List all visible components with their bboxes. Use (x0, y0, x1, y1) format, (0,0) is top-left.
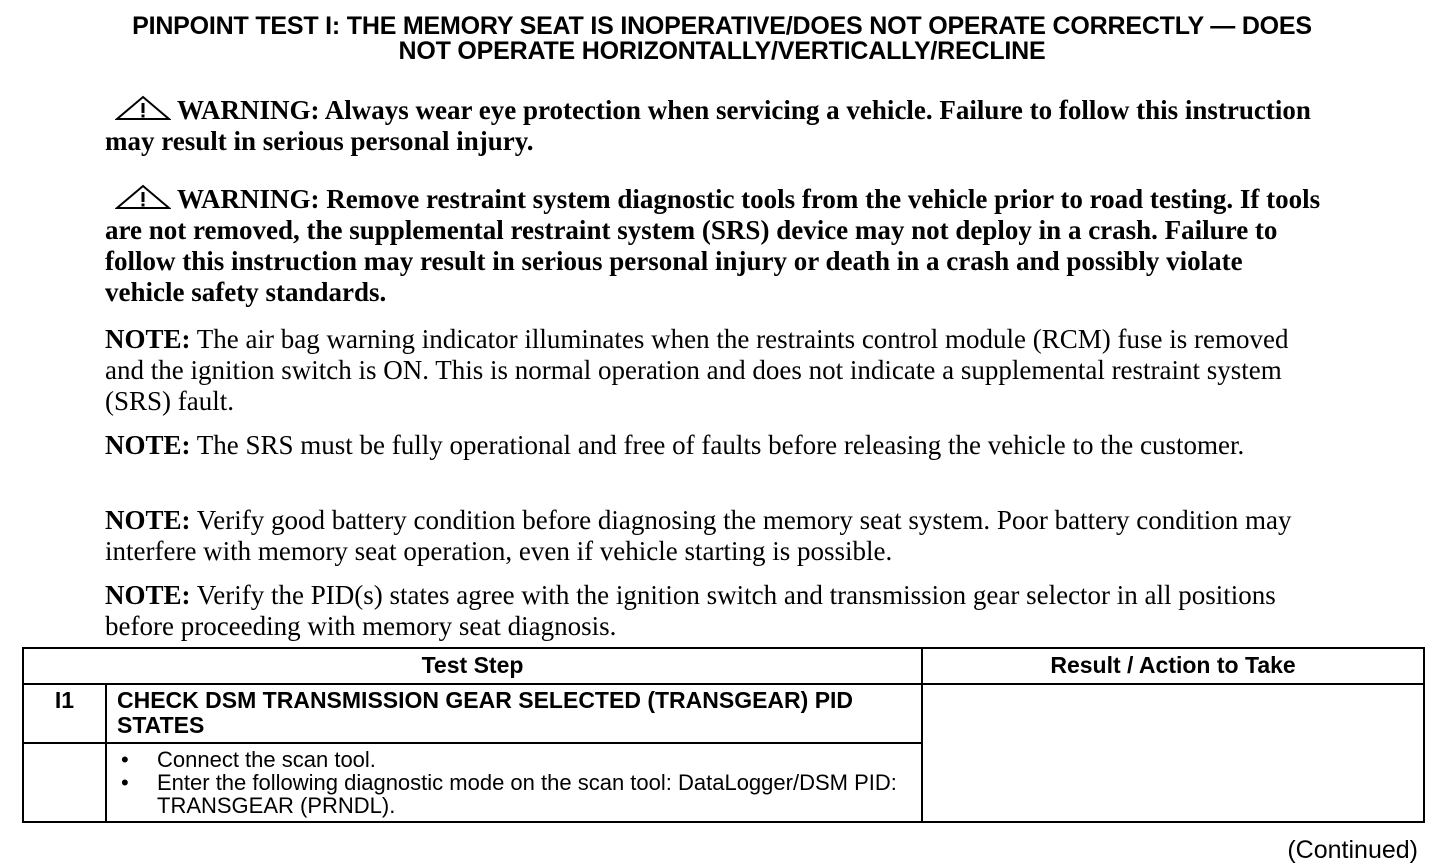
note-label: NOTE: (105, 324, 191, 354)
note-text: The air bag warning indicator illuminates when the restraints control module (RCM) fuse is removed and the ignition switch is ON. This is normal operation and does not indicate a supplemental restraint system (SRS) fault. (105, 324, 1289, 416)
test-step-table (22, 647, 1425, 823)
note-text: The SRS must be fully operational and free of faults before releasing the vehicle to the customer. (196, 430, 1245, 460)
note-pid-states (105, 580, 1327, 642)
instruction-list (117, 748, 913, 817)
note-srs-operational (105, 430, 1327, 461)
step-title: CHECK DSM TRANSMISSION GEAR SELECTED (TRANSGEAR) PID STATES (106, 684, 922, 743)
warning-diagnostic-tools (105, 184, 1327, 308)
table-header-row (23, 648, 1424, 684)
note-text: Verify good battery condition before diagnosing the memory seat system. Poor battery condition may interfere with memory seat operation, even if vehicle starting is possible. (105, 505, 1292, 566)
warning-text: WARNING: Remove restraint system diagnostic tools from the vehicle prior to road testing. If tools are not removed, the supplemental restraint system (SRS) device may not deploy in a crash. Failure to follow this instruction may result in serious personal injury or death in a crash and possibly violate vehicle safety standards. (105, 184, 1321, 307)
note-label: NOTE: (105, 430, 191, 460)
warning-text: WARNING: Always wear eye protection when servicing a vehicle. Failure to follow this instruction may result in serious personal injury. (105, 95, 1311, 156)
page-title (20, 14, 1424, 64)
warning-triangle-icon (115, 184, 171, 210)
step-id-blank (23, 743, 106, 822)
header-result-action: Result / Action to Take (922, 648, 1424, 684)
continued-label: (Continued) (1287, 836, 1418, 864)
header-test-step: Test Step (23, 648, 922, 684)
list-item: • Enter the following diagnostic mode on the scan tool: DataLogger/DSM PID: TRANSGEAR (PRNDL). (117, 771, 913, 817)
warning-eye-protection (105, 95, 1327, 157)
warning-triangle-icon (115, 95, 171, 121)
title-line-2: NOT OPERATE HORIZONTALLY/VERTICALLY/RECLINE (398, 37, 1046, 65)
title-line-1: PINPOINT TEST I: THE MEMORY SEAT IS INOPERATIVE/DOES NOT OPERATE CORRECTLY — DOES (132, 12, 1312, 40)
note-text: Verify the PID(s) states agree with the ignition switch and transmission gear selector in all positions before proceeding with memory seat diagnosis. (105, 580, 1276, 641)
note-label: NOTE: (105, 580, 191, 610)
step-result (922, 684, 1424, 822)
step-id: I1 (23, 684, 106, 743)
note-battery-condition (105, 505, 1327, 567)
step-instructions (106, 743, 922, 822)
note-label: NOTE: (105, 505, 191, 535)
list-item: • Connect the scan tool. (117, 748, 913, 771)
note-airbag-indicator (105, 324, 1327, 417)
table-row (23, 684, 1424, 743)
